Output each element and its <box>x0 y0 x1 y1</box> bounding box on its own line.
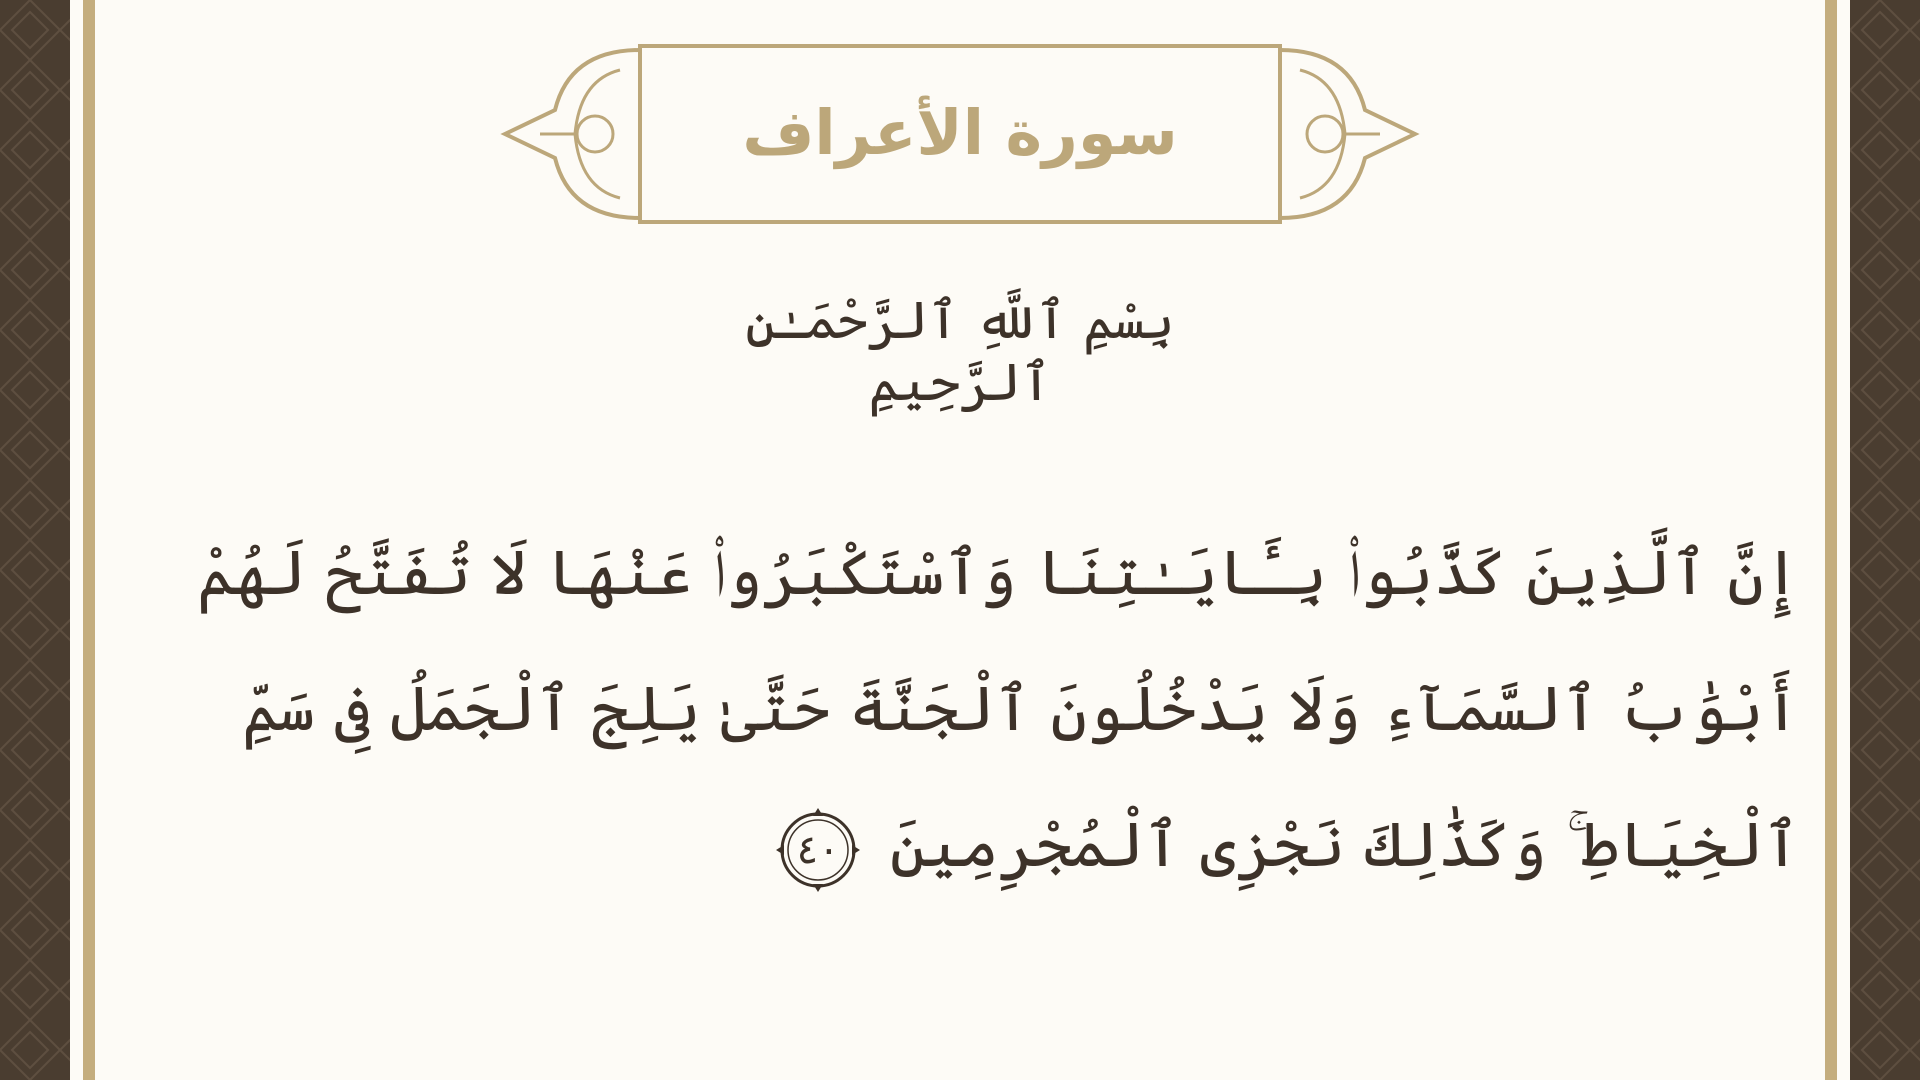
surah-header-frame <box>500 40 1420 230</box>
right-gold-border <box>1825 0 1837 1080</box>
left-ornamental-border <box>0 0 70 1080</box>
right-ornamental-border <box>1850 0 1920 1080</box>
left-gold-border <box>83 0 95 1080</box>
ayah-number: ٤٠ <box>796 826 840 873</box>
verse-block <box>195 505 1800 913</box>
ayah-marker <box>776 808 860 892</box>
verse-text: إِنَّ ٱلَّذِينَ كَذَّبُوا۟ بِـَٔايَـٰتِنَا وَٱسْتَكْبَرُوا۟ عَنْهَا لَا تُفَتَّحُ لَهُمْ أَبْوَٰبُ ٱلسَّمَآءِ وَلَا يَدْخُلُونَ ٱلْجَنَّةَ حَتَّىٰ يَلِجَ ٱلْجَمَلُ فِى سَمِّ ٱلْخِيَاطِ ۚ وَكَذَٰلِكَ نَجْزِى ٱلْمُجْرِمِينَ <box>197 536 1800 881</box>
basmala: بِسْمِ ٱللَّهِ ٱلرَّحْمَـٰنِ ٱلرَّحِيمِ <box>745 291 1175 414</box>
surah-title: سورة الأعراف <box>742 96 1178 169</box>
